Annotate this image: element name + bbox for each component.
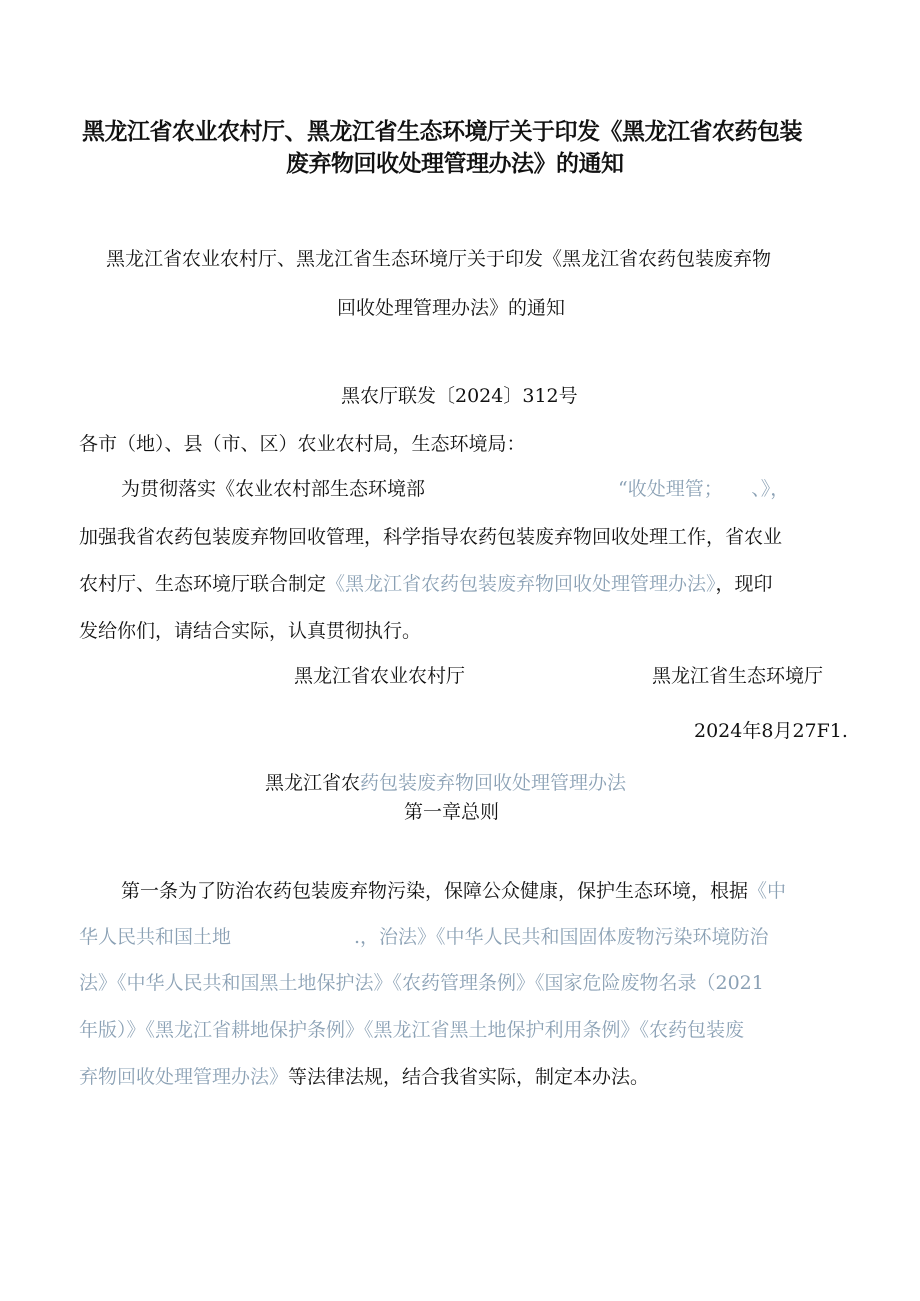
article-1-line-3[interactable]: 法》《中华人民共和国黑土地保护法》《农药管理条例》《国家危险废物名录（2021 xyxy=(79,972,764,994)
signatory-environment: 黑龙江省生态环境厅 xyxy=(652,665,824,687)
article-1-line-1-text: 第一条为了防治农药包装废弃物污染，保障公众健康，保护生态环境，根据 xyxy=(121,880,749,902)
body-line-3-tail: ，现印 xyxy=(715,573,773,595)
measures-link[interactable]: 《黑龙江省农药包装废弃物回收处理管理办法》 xyxy=(326,573,716,595)
signatory-agriculture: 黑龙江省农业农村厅 xyxy=(294,665,466,687)
article-1-line-4[interactable]: 年版）》《黑龙江省耕地保护条例》《黑龙江省黑土地保护利用条例》《农药包装废 xyxy=(79,1019,745,1041)
article-1-line-2b[interactable]: .，治法》《中华人民共和国固体废物污染环境防治 xyxy=(354,926,769,948)
body-line-4: 发给你们，请结合实际，认真贯彻执行。 xyxy=(79,620,422,642)
heading-line-2: 废弃物回收处理管理办法》的通知 xyxy=(286,151,624,177)
article-1-line-2a[interactable]: 华人民共和国土地 xyxy=(79,926,232,948)
article-1-line-1-link[interactable]: 《中 xyxy=(748,880,787,902)
subtitle-line-1: 黑龙江省农业农村厅、黑龙江省生态环境厅关于印发《黑龙江省农药包装废弃物 xyxy=(106,248,772,270)
document-number: 黑农厅联发〔2024〕312号 xyxy=(341,385,578,407)
body-line-1-link[interactable]: “收处理管； 、》， xyxy=(618,478,790,500)
article-1-line-5-text: 等法律法规，结合我省实际，制定本办法。 xyxy=(288,1066,650,1088)
body-line-3 xyxy=(79,569,773,596)
chapter-title: 第一章总则 xyxy=(404,801,500,823)
issue-date: 2024年8月27F1. xyxy=(694,720,848,742)
body-line-2: 加强我省农药包装废弃物回收管理，科学指导农药包装废弃物回收处理工作，省农业 xyxy=(79,526,783,548)
article-1-line-5-link[interactable]: 弃物回收处理管理办法》 xyxy=(79,1066,289,1088)
article-1-line-5 xyxy=(79,1062,649,1089)
article-1-line-1 xyxy=(121,876,786,903)
body-line-3-text: 农村厅、生态环境厅联合制定 xyxy=(79,573,327,595)
heading-line-1: 黑龙江省农业农村厅、黑龙江省生态环境厅关于印发《黑龙江省农药包装 xyxy=(82,119,802,145)
measures-title xyxy=(265,768,626,795)
addressee: 各市（地）、县（市、区）农业农村局，生态环境局： xyxy=(79,433,526,455)
subtitle-line-2: 回收处理管理办法》的通知 xyxy=(337,297,566,319)
measures-title-text: 黑龙江省农 xyxy=(265,772,361,794)
body-line-1-text: 为贯彻落实《农业农村部生态环境部 xyxy=(121,478,426,500)
measures-title-link[interactable]: 药包装废弃物回收处理管理办法 xyxy=(360,772,627,794)
